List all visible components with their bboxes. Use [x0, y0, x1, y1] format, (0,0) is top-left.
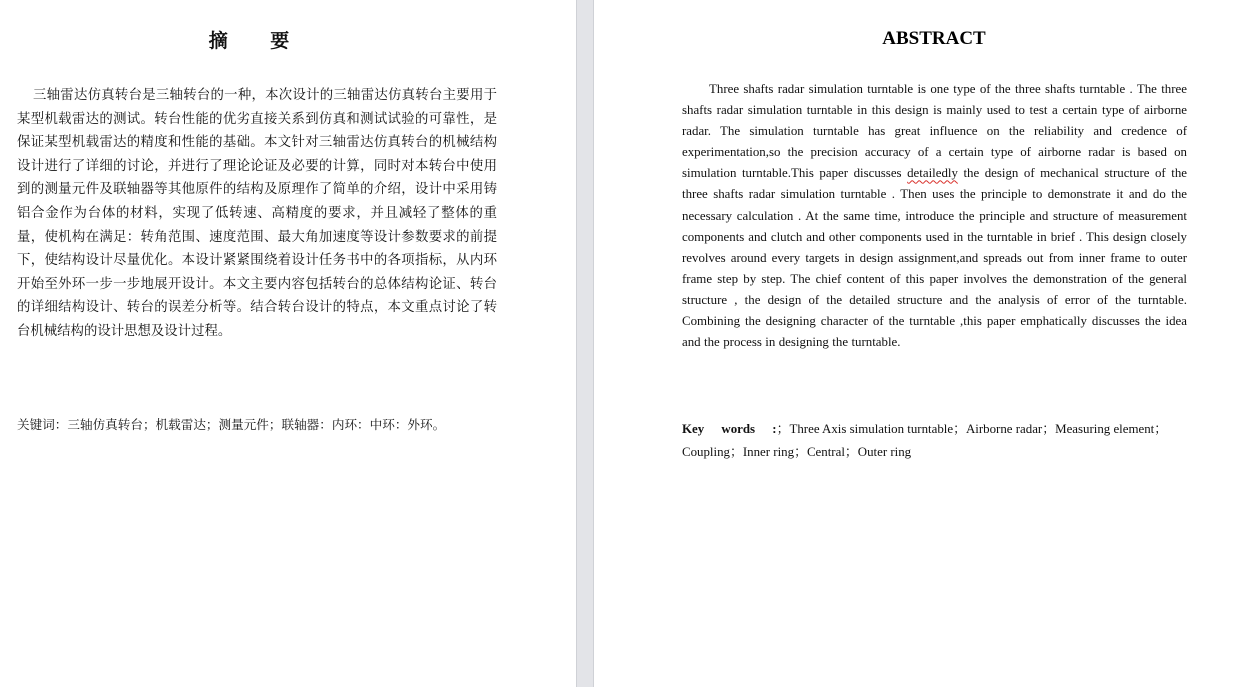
chinese-abstract-title: 摘 要 [208, 30, 308, 52]
english-keywords-text: ；Three Axis simulation turntable；Airborne radar；Measuring element；Coupling；Inner ring；Central；Outer ring [682, 422, 1168, 459]
chinese-keywords [17, 414, 557, 436]
english-keywords [682, 418, 1187, 464]
chinese-keywords-label: 关键词： [17, 417, 68, 432]
english-keywords-label: Key words : [682, 422, 777, 436]
chinese-abstract-body: 三轴雷达仿真转台是三轴转台的一种，本次设计的三轴雷达仿真转台主要用于某型机载雷达的测试。转台性能的优劣直接关系到仿真和测试试验的可靠性，是保证某型机载雷达的精度和性能的基础。本文针对三轴雷达仿真转台的机械结构设计进行了详细的讨论，并进行了理论论证及必要的计算，同时对本转台中使用到的测量元件及联轴器等其他原件的结构及原理作了简单的介绍，设计中采用铸铝合金作为台体的材料，实现了低转速、高精度的要求，并且减轻了整体的重量，使机构在满足：转角范围、速度范围、最大角加速度等设计参数要求的前提下，使结构设计尽量优化。本设计紧紧围绕着设计任务书中的各项指标，从内环开始至外环一步一步地展开设计。本文主要内容包括转台的总体结构论证、转台的详细结构设计、转台的误差分析等。结合转台设计的特点，本文重点讨论了转台机械结构的设计思想及设计过程。 [17, 88, 497, 339]
english-abstract-body [682, 79, 1187, 353]
english-abstract-title: ABSTRACT [882, 28, 986, 49]
chinese-keywords-text: 三轴仿真转台；机载雷达；测量元件；联轴器：内环：中环：外环。 [67, 417, 446, 432]
page-english-abstract [594, 0, 1250, 687]
page-gutter [576, 0, 594, 687]
page-chinese-abstract [0, 0, 576, 687]
spellcheck-flagged-word: detailedly [907, 166, 958, 181]
english-abstract-body-part2: the design of mechanical structure of the three shafts radar simulation turntable . Then uses the principle to demonstrate it and do the necessary calculation . At the same time, introduce the principle and structure of measurement components and clutch and other components used in the turntable in brief . This design closely revolves around every targets in design assignment,and spreads out from inner frame to outer frame step by step. The chief content of this paper involves the demonstration of the general structure , the design of the detailed structure and the analysis of error of the turntable. Combining the designing character of the turntable ,this paper emphatically discusses the idea and the process in designing the turntable. [682, 166, 1188, 350]
english-abstract-body-part1: Three shafts radar simulation turntable is one type of the three shafts turntable . The three shafts radar simulation turntable in this design is mainly used to test a certain type of airborne radar. The simulation turntable has great influence on the reliability and credence of experimentation,so the precision accuracy of a certain type of airborne radar is based on simulation turntable.This paper discusses [682, 82, 1187, 181]
